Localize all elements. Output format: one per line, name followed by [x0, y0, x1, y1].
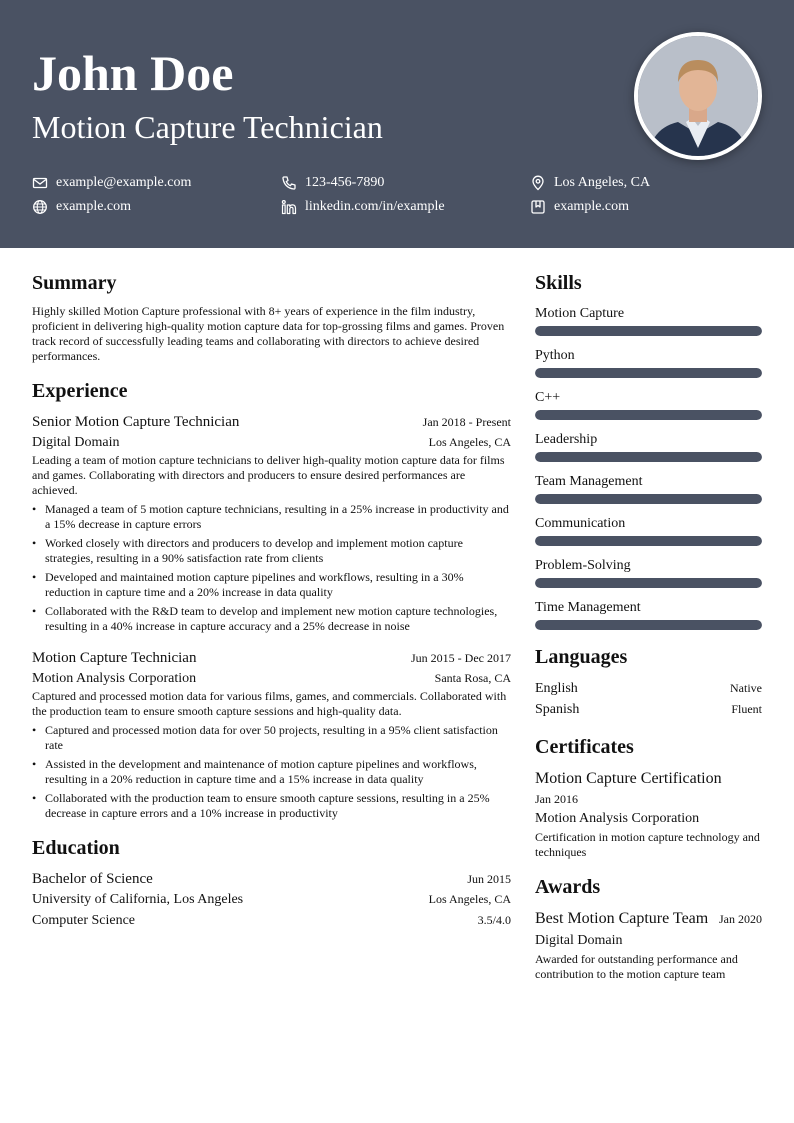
awards-heading: Awards	[535, 876, 601, 898]
mail-icon	[32, 175, 48, 191]
skill-level-fill	[535, 494, 762, 504]
contact-phone[interactable]	[281, 175, 384, 191]
field-of-study: Computer Science	[32, 913, 136, 928]
job-location: Los Angeles, CA	[428, 435, 511, 449]
contact-email[interactable]	[32, 175, 191, 191]
profile-photo	[634, 32, 762, 160]
certificates-section	[535, 734, 762, 860]
gpa: 3.5/4.0	[477, 913, 511, 927]
contact-location	[530, 175, 650, 191]
achievement-item: • Captured and processed motion data for over 50 projects, resulting in a 95% client satisfaction rate	[32, 723, 511, 753]
skill-item	[535, 304, 762, 336]
skill-name: Team Management	[535, 474, 643, 489]
skill-item	[535, 514, 762, 546]
skill-level-fill	[535, 620, 762, 630]
job-description: Captured and processed motion data for various films, games, and commercials. Collaborated with the production team to ensure smooth capture sessions and high-quality data.	[32, 689, 507, 718]
certificates-heading: Certificates	[535, 736, 634, 758]
job-dates: Jun 2015 - Dec 2017	[411, 651, 511, 665]
award-issuer: Digital Domain	[535, 933, 623, 948]
education-section	[32, 835, 511, 931]
award-description: Awarded for outstanding performance and contribution to the motion capture team	[535, 952, 738, 981]
skills-heading: Skills	[535, 272, 582, 294]
skills-list	[535, 304, 762, 630]
graduation-date: Jun 2015	[467, 872, 511, 886]
achievement-item: • Managed a team of 5 motion capture technicians, resulting in a 25% increase in productivity and a 15% decrease in capture errors	[32, 502, 511, 532]
achievement-item: • Collaborated with the production team to ensure smooth capture sessions, resulting in a 25% decrease in capture errors and a 10% increase in productivity	[32, 791, 511, 821]
job-title: Senior Motion Capture Technician	[32, 414, 240, 430]
summary-text: Highly skilled Motion Capture professional with 8+ years of experience in the film industry, proficient in delivering high-quality motion capture data for top-grossing films and games. Proven track record of successfully leading teams and collaborating with directors to achieve desired performances.	[32, 304, 505, 363]
skill-level-bar	[535, 452, 762, 462]
certificate-name: Motion Capture Certification	[535, 770, 722, 787]
sidebar-column	[535, 270, 762, 996]
experience-entry	[32, 412, 511, 634]
linkedin-text: linkedin.com/in/example	[305, 199, 445, 214]
skill-item	[535, 598, 762, 630]
school-name: University of California, Los Angeles	[32, 892, 244, 907]
skill-level-fill	[535, 368, 762, 378]
website-text: example.com	[56, 199, 132, 214]
header-banner	[0, 0, 794, 248]
contact-portfolio[interactable]	[530, 199, 629, 215]
skill-level-bar	[535, 326, 762, 336]
email-text: example@example.com	[56, 175, 192, 190]
certificate-description: Certification in motion capture technology and techniques	[535, 830, 760, 859]
skill-level-fill	[535, 326, 762, 336]
globe-icon	[32, 199, 48, 215]
education-heading: Education	[32, 837, 120, 859]
degree: Bachelor of Science	[32, 871, 153, 887]
language-level: Fluent	[731, 702, 762, 716]
candidate-name: John Doe	[32, 45, 234, 101]
achievement-item: • Collaborated with the R&D team to develop and implement new motion capture technologies, resulting in a 40% increase in capture accuracy and a 25% decrease in noise	[32, 604, 511, 634]
language-name: English	[535, 681, 578, 696]
certificate-date: Jan 2016	[535, 792, 578, 806]
experience-section	[32, 378, 511, 821]
skill-level-bar	[535, 620, 762, 630]
phone-text: 123-456-7890	[305, 175, 385, 190]
skill-level-bar	[535, 368, 762, 378]
award-name: Best Motion Capture Team	[535, 910, 709, 927]
phone-icon	[281, 175, 297, 191]
achievement-item: • Developed and maintained motion capture pipelines and workflows, resulting in a 30% reduction in capture time and a 20% increase in data quality	[32, 570, 511, 600]
summary-section	[32, 270, 511, 364]
awards-section	[535, 874, 762, 982]
school-location: Los Angeles, CA	[428, 892, 511, 906]
bookmark-icon	[530, 199, 546, 215]
skill-name: C++	[535, 390, 561, 405]
avatar-portrait-icon	[638, 36, 758, 156]
skill-level-fill	[535, 410, 762, 420]
certificate-issuer: Motion Analysis Corporation	[535, 811, 700, 826]
job-achievements	[32, 502, 511, 634]
job-dates: Jan 2018 - Present	[422, 415, 511, 429]
languages-section	[535, 644, 762, 720]
language-name: Spanish	[535, 702, 580, 717]
skill-level-bar	[535, 578, 762, 588]
skill-level-fill	[535, 536, 762, 546]
job-title-heading: Motion Capture Technician	[32, 109, 383, 145]
achievement-item: • Worked closely with directors and producers to develop and implement motion capture strategies, resulting in a 90% satisfaction rate from clients	[32, 536, 511, 566]
skill-level-bar	[535, 410, 762, 420]
location-pin-icon	[530, 175, 546, 191]
main-column	[32, 270, 511, 945]
skill-item	[535, 472, 762, 504]
skills-section	[535, 270, 762, 630]
job-location: Santa Rosa, CA	[434, 671, 511, 685]
skill-name: Problem-Solving	[535, 558, 631, 573]
skill-item	[535, 346, 762, 378]
skill-level-bar	[535, 494, 762, 504]
language-item	[535, 699, 762, 720]
skill-name: Python	[535, 348, 575, 363]
skill-item	[535, 430, 762, 462]
skill-level-fill	[535, 578, 762, 588]
job-achievements	[32, 723, 511, 821]
job-description: Leading a team of motion capture technicians to deliver high-quality motion capture data for films and games. Collaborating with directors and producers to ensure desired performances are achieved.	[32, 453, 505, 497]
job-company: Motion Analysis Corporation	[32, 671, 197, 686]
experience-entry	[32, 648, 511, 821]
experience-heading: Experience	[32, 380, 128, 402]
contact-website[interactable]	[32, 199, 131, 215]
skill-name: Motion Capture	[535, 306, 625, 321]
linkedin-icon	[281, 199, 297, 215]
achievement-item: • Assisted in the development and maintenance of motion capture pipelines and workflows, resulting in a 20% reduction in capture time and a 15% increase in data quality	[32, 757, 511, 787]
languages-heading: Languages	[535, 646, 628, 668]
skill-name: Leadership	[535, 432, 598, 447]
job-company: Digital Domain	[32, 435, 120, 450]
skill-item	[535, 556, 762, 588]
portfolio-text: example.com	[554, 199, 630, 214]
language-item	[535, 678, 762, 699]
location-text: Los Angeles, CA	[554, 175, 651, 190]
award-date: Jan 2020	[719, 912, 762, 926]
skill-item	[535, 388, 762, 420]
skill-name: Communication	[535, 516, 626, 531]
language-level: Native	[730, 681, 762, 695]
summary-heading: Summary	[32, 272, 117, 294]
skill-name: Time Management	[535, 600, 641, 615]
contact-linkedin[interactable]	[281, 199, 445, 215]
skill-level-fill	[535, 452, 762, 462]
job-title: Motion Capture Technician	[32, 650, 197, 666]
skill-level-bar	[535, 536, 762, 546]
